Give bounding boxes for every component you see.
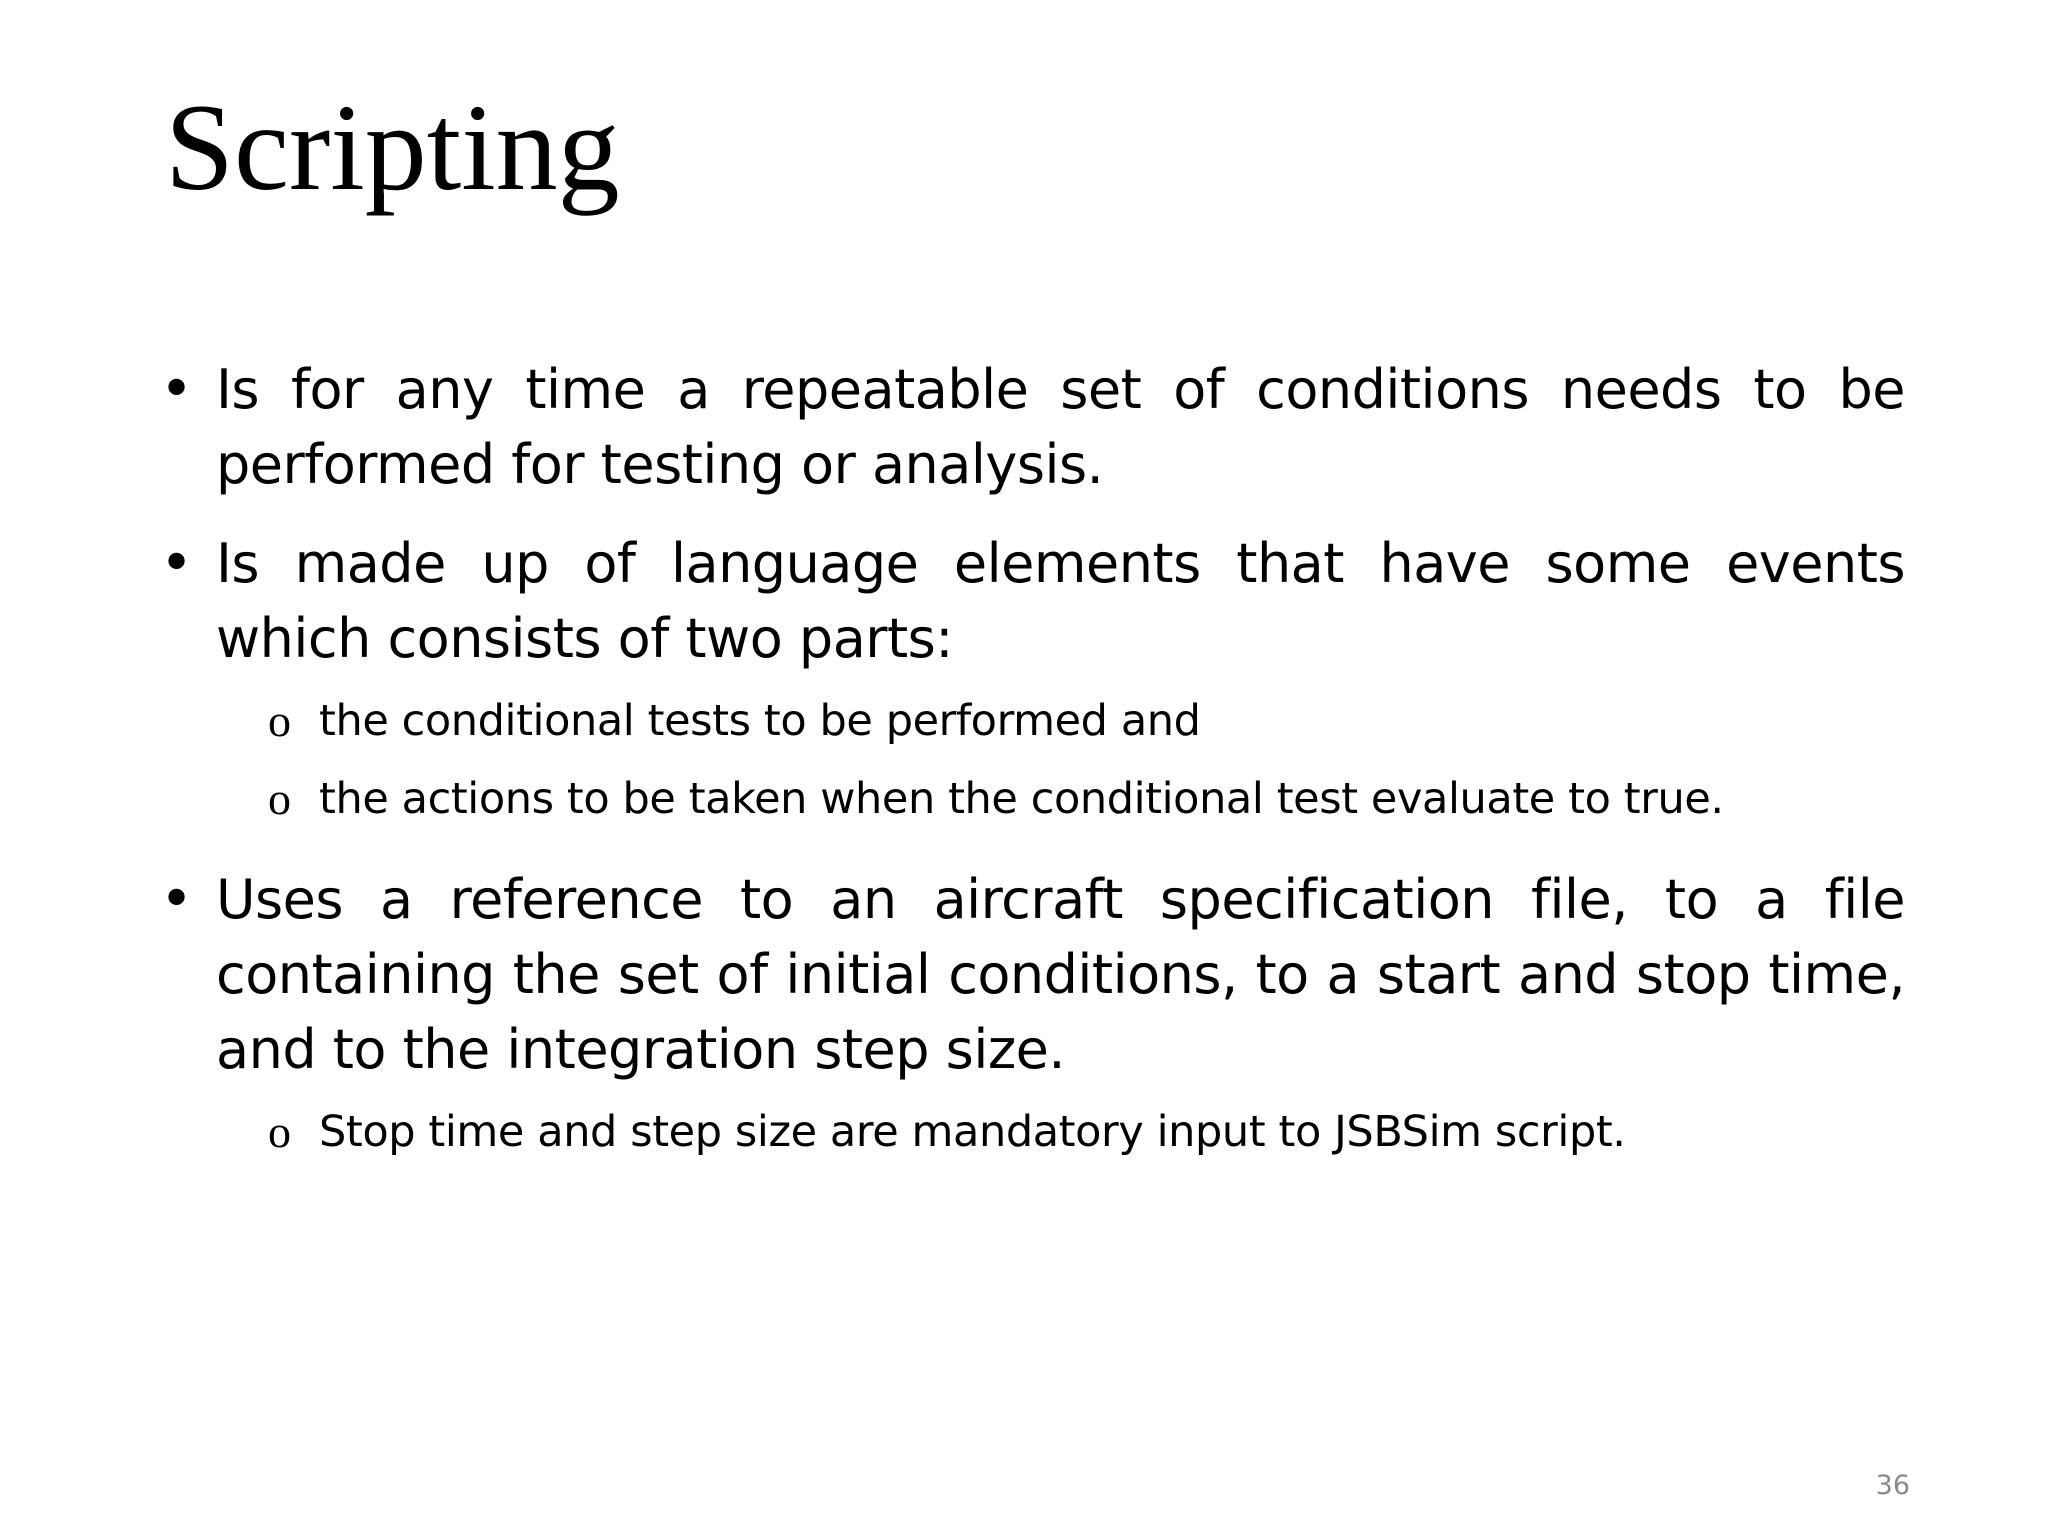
bullet-list	[160, 352, 1905, 1171]
sub-bullet-item	[268, 682, 1905, 760]
page-number: 36	[1875, 1470, 1910, 1501]
bullet-marker: •	[160, 531, 194, 596]
sub-bullet-text: the actions to be taken when the conditional test evaluate to true.	[319, 774, 1724, 824]
bullet-marker: •	[160, 867, 194, 932]
sub-bullet-marker: o	[268, 1106, 291, 1157]
bullet-text: Uses a reference to an aircraft specification file, to a file containing the set of initial conditions, to a start and stop time, and to the integration step size.	[216, 868, 1905, 1081]
bullet-marker: •	[160, 357, 194, 422]
bullet-text: Is for any time a repeatable set of conditions needs to be performed for testing or analysis.	[216, 358, 1905, 496]
slide-title: Scripting	[165, 79, 620, 216]
sub-bullet-item	[268, 1093, 1905, 1171]
sub-bullet-item	[268, 760, 1905, 838]
sub-bullet-marker: o	[268, 773, 291, 824]
sub-bullet-list	[216, 1093, 1905, 1171]
sub-bullet-list	[216, 682, 1905, 838]
bullet-item	[160, 862, 1905, 1171]
sub-bullet-text: Stop time and step size are mandatory input to JSBSim script.	[319, 1107, 1626, 1157]
sub-bullet-text: the conditional tests to be performed and	[319, 696, 1201, 746]
bullet-item	[160, 526, 1905, 838]
bullet-text: Is made up of language elements that have some events which consists of two parts:	[216, 532, 1905, 670]
slide-body	[160, 352, 1905, 1195]
sub-bullet-marker: o	[268, 695, 291, 746]
bullet-item	[160, 352, 1905, 502]
